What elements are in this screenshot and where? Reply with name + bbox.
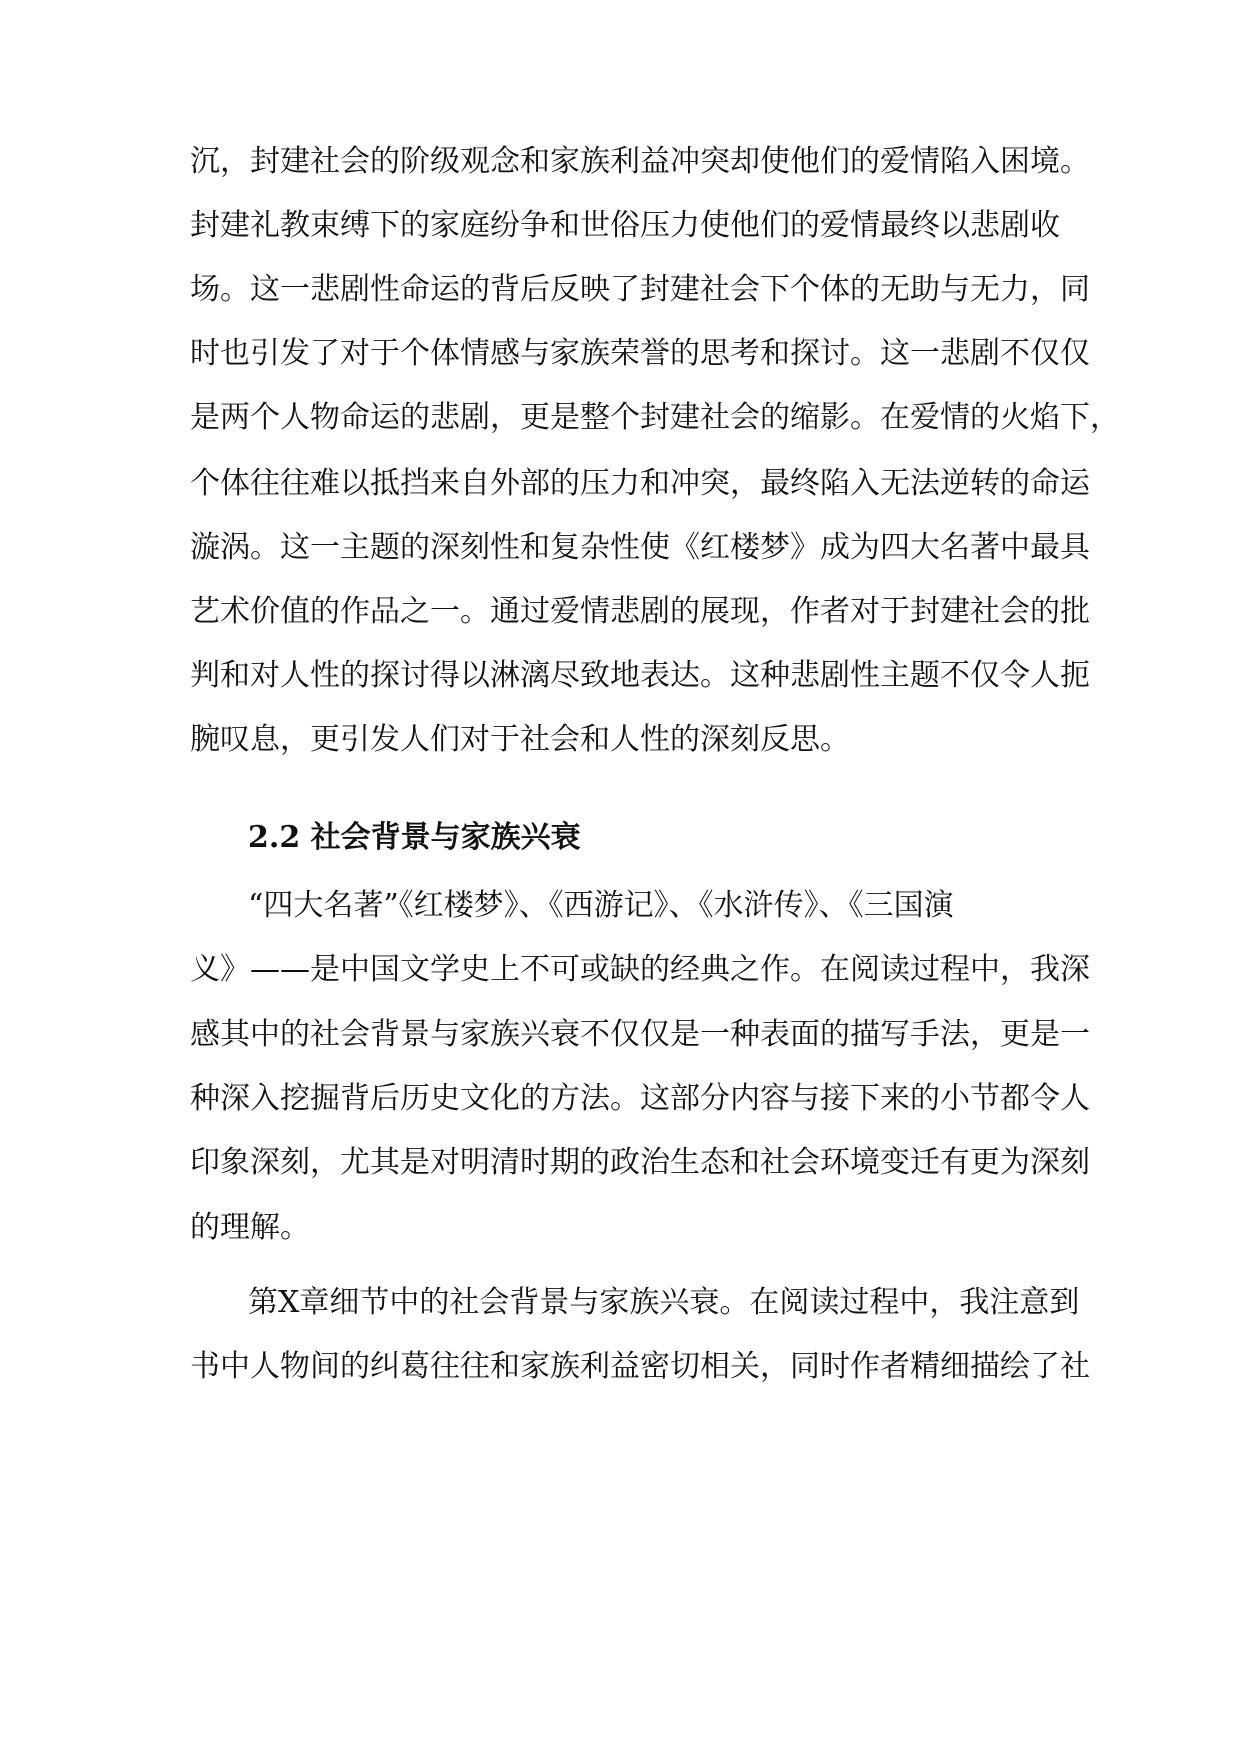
paragraph-line: 腕叹息，更引发人们对于社会和人性的深刻反思。 xyxy=(190,722,850,757)
paragraph-line: 判和对人性的探讨得以淋漓尽致地表达。这种悲剧性主题不仅令人扼 xyxy=(190,658,1090,693)
section-heading: 2.2 社会背景与家族兴衰 xyxy=(248,820,581,855)
paragraph-line: 义》——是中国文学史上不可或缺的经典之作。在阅读过程中，我深 xyxy=(190,952,1090,987)
paragraph-line: 漩涡。这一主题的深刻性和复杂性使《红楼梦》成为四大名著中最具 xyxy=(190,530,1090,565)
paragraph-line: 艺术价值的作品之一。通过爱情悲剧的展现，作者对于封建社会的批 xyxy=(190,594,1090,629)
paragraph-line: 个体往往难以抵挡来自外部的压力和冲突，最终陷入无法逆转的命运 xyxy=(190,466,1090,501)
paragraph-line: 书中人物间的纠葛往往和家族利益密切相关，同时作者精细描绘了社 xyxy=(190,1349,1090,1384)
paragraph-line: 第Ⅹ章细节中的社会背景与家族兴衰。在阅读过程中，我注意到 xyxy=(248,1285,1080,1320)
paragraph-line: 沉，封建社会的阶级观念和家族利益冲突却使他们的爱情陷入困境。 xyxy=(190,144,1090,179)
paragraph-line: 是两个人物命运的悲剧，更是整个封建社会的缩影。在爱情的火焰下， xyxy=(190,400,1120,435)
paragraph-line: 感其中的社会背景与家族兴衰不仅仅是一种表面的描写手法，更是一 xyxy=(190,1017,1090,1052)
paragraph-line: 种深入挖掘背后历史文化的方法。这部分内容与接下来的小节都令人 xyxy=(190,1081,1090,1116)
paragraph-line: 场。这一悲剧性命运的背后反映了封建社会下个体的无助与无力，同 xyxy=(190,272,1090,307)
paragraph-line: 印象深刻，尤其是对明清时期的政治生态和社会环境变迁有更为深刻 xyxy=(190,1145,1090,1180)
paragraph-line: 的理解。 xyxy=(190,1210,310,1245)
paragraph-line: “四大名著”《红楼梦》、《西游记》、《水浒传》、《三国演 xyxy=(248,888,954,923)
paragraph-line: 封建礼教束缚下的家庭纷争和世俗压力使他们的爱情最终以悲剧收 xyxy=(190,208,1060,243)
paragraph-line: 时也引发了对于个体情感与家族荣誉的思考和探讨。这一悲剧不仅仅 xyxy=(190,336,1090,371)
